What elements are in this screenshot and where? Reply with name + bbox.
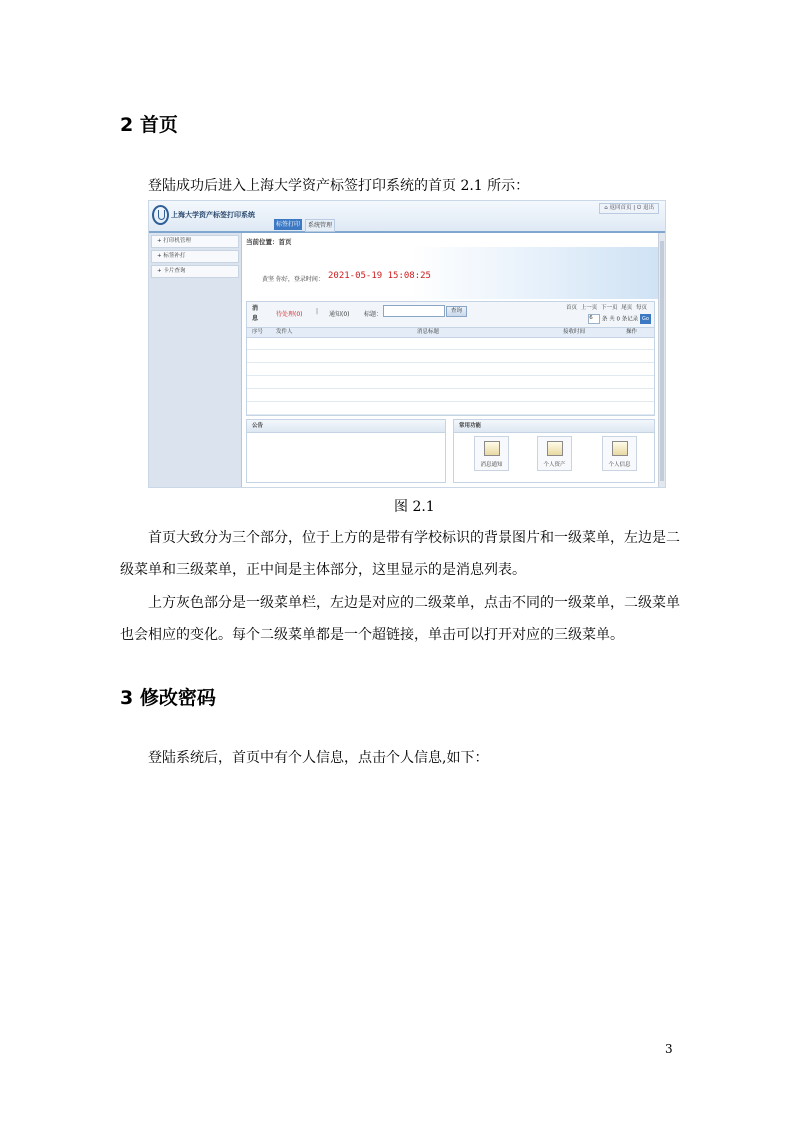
col-sender: 发件人 — [276, 329, 293, 335]
figure-caption: 图 2.1 — [394, 499, 435, 515]
filter-separator: | — [316, 308, 319, 315]
go-button[interactable]: Go — [640, 314, 651, 324]
notice-filter[interactable]: 通知(0) — [329, 311, 350, 318]
table-row — [247, 350, 654, 363]
main-content — [246, 233, 660, 488]
table-row — [247, 376, 654, 389]
col-title: 消息标题 — [417, 329, 440, 335]
pager-controls — [588, 314, 651, 324]
home-logout-buttons[interactable]: ⌂ 返回首页 | ⏻ 退出 — [599, 203, 659, 214]
record-count: 条 共 0 条记录 — [602, 316, 639, 323]
title-search-input[interactable] — [383, 305, 445, 317]
sidebar-item-label-reprint[interactable]: + 标签补打 — [151, 250, 239, 263]
col-received-time: 接收时间 — [563, 329, 586, 335]
breadcrumb: 当前位置：首页 — [246, 238, 292, 246]
system-name: 上海大学资产标签打印系统 — [171, 211, 255, 219]
paragraph-2-line-2: 级菜单和三级菜单，正中间是主体部分，这里显示的是消息列表。 — [120, 562, 526, 578]
pending-filter[interactable]: 待处理(0) — [276, 311, 303, 318]
message-label-line1: 消 — [252, 305, 259, 312]
paragraph-3-line-1: 上方灰色部分是一级菜单栏，左边是对应的二级菜单，点击不同的一级菜单，二级菜单 — [148, 595, 680, 611]
common-functions-heading: 常用功能 — [454, 420, 654, 433]
top-banner — [149, 201, 666, 233]
paragraph-2-line-1: 首页大致分为三个部分，位于上方的是带有学校标识的背景图片和一级菜单，左边是二 — [148, 530, 680, 546]
message-label — [252, 304, 258, 324]
profile-card-icon — [612, 441, 628, 456]
homepage-screenshot — [148, 200, 666, 488]
tab-system-admin[interactable]: 系统管理 — [305, 219, 335, 232]
sidebar — [149, 233, 242, 488]
title-label: 标题： — [364, 311, 383, 318]
pager-links[interactable]: 首页 上一页 下一页 尾页 每页 — [566, 305, 647, 311]
paragraph-4: 登陆系统后，首页中有个人信息，点击个人信息,如下： — [148, 750, 489, 766]
table-row — [247, 389, 654, 402]
assets-icon — [547, 441, 563, 456]
shortcut-personal-assets[interactable] — [537, 436, 572, 471]
section-3-heading: 3 修改密码 — [120, 687, 216, 709]
announcement-box — [246, 419, 446, 483]
announcement-heading: 公告 — [247, 420, 445, 433]
table-row — [247, 363, 654, 376]
intro-paragraph: 登陆成功后进入上海大学资产标签打印系统的首页 2.1 所示： — [148, 178, 530, 194]
page-size-input[interactable]: 6 — [588, 314, 600, 324]
welcome-banner — [246, 247, 660, 299]
message-panel — [246, 301, 655, 416]
message-icon — [484, 441, 500, 456]
sidebar-item-printer-management[interactable]: + 打印机管理 — [151, 235, 239, 248]
message-label-line2: 息 — [252, 315, 259, 322]
shortcut-message-notice[interactable] — [474, 436, 509, 471]
welcome-text: 黄坚 你好，登录时间： — [262, 276, 324, 283]
tab-label-print[interactable]: 标签打印 — [276, 221, 301, 228]
table-row — [247, 402, 654, 415]
login-time: 2021-05-19 15:08:25 — [328, 271, 431, 281]
query-button[interactable]: 查询 — [446, 306, 467, 317]
shortcut-personal-info[interactable] — [602, 436, 637, 471]
table-row — [247, 337, 654, 350]
col-actions: 操作 — [626, 329, 638, 335]
university-logo-icon — [152, 205, 169, 225]
message-toolbar — [247, 302, 654, 327]
scrollbar[interactable] — [658, 233, 665, 488]
paragraph-3-line-2: 也会相应的变化。每个二级菜单都是一个超链接，单击可以打开对应的三级菜单。 — [120, 627, 624, 643]
common-functions-box — [453, 419, 655, 483]
section-2-heading: 2 首页 — [120, 114, 178, 136]
shortcut-label: 个人信息 — [608, 462, 631, 468]
col-index: 序号 — [252, 329, 264, 335]
shortcut-label: 个人资产 — [543, 462, 566, 468]
shortcut-label: 消息通知 — [480, 462, 503, 468]
page-number: 3 — [665, 1042, 673, 1056]
sidebar-item-card-query[interactable]: + 卡片查询 — [151, 265, 239, 278]
scrollbar-thumb[interactable] — [660, 241, 664, 481]
